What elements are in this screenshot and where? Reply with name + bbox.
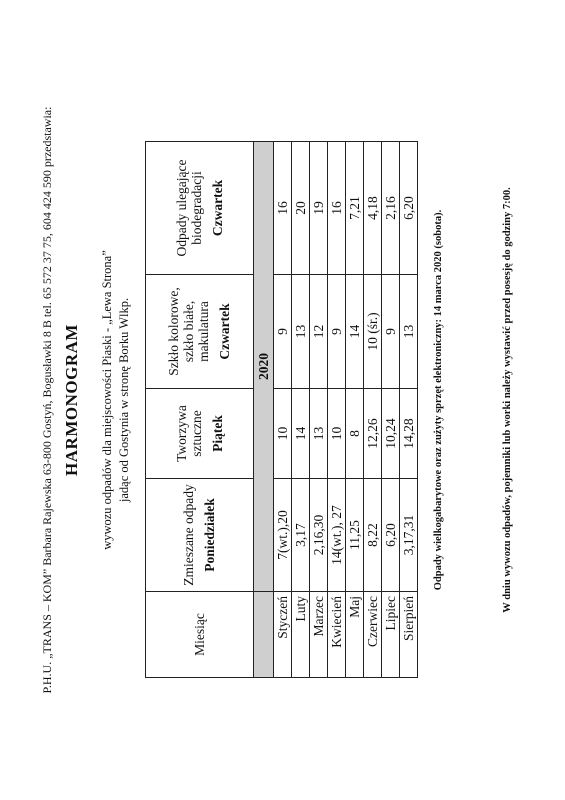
header-month: Miesiąc <box>146 592 254 678</box>
subtitle-line-2: jadąc od Gostynia w stronę Borku Wlkp. <box>117 297 131 503</box>
table-row <box>292 142 310 678</box>
cell-plastic: 14 <box>292 389 310 479</box>
cell-glass: 12 <box>310 275 328 389</box>
header-row <box>146 142 254 678</box>
schedule-table <box>145 141 418 678</box>
cell-month: Czerwiec <box>364 592 382 678</box>
footnote-bulky-waste: Odpady wielkogabarytowe oraz zużyty sprzęt elektroniczny: 14 marca 2020 (sobota). <box>433 209 444 591</box>
cell-plastic: 14,28 <box>400 389 418 479</box>
table-row <box>274 142 292 678</box>
cell-plastic: 12,26 <box>364 389 382 479</box>
cell-plastic: 10 <box>274 389 292 479</box>
cell-bio: 16 <box>274 142 292 275</box>
cell-month: Marzec <box>310 592 328 678</box>
year-row <box>254 142 274 678</box>
header-plastics: Tworzywa sztuczne Piątek <box>146 389 254 479</box>
cell-mixed: 2,16,30 <box>310 479 328 592</box>
cell-plastic: 13 <box>310 389 328 479</box>
cell-month: Luty <box>292 592 310 678</box>
table-row <box>328 142 346 678</box>
cell-glass: 9 <box>382 275 400 389</box>
cell-mixed: 8,22 <box>364 479 382 592</box>
cell-bio: 2,16 <box>382 142 400 275</box>
table-row <box>400 142 418 678</box>
cell-month: Sierpień <box>400 592 418 678</box>
cell-bio: 7,21 <box>346 142 364 275</box>
year-label: 2020 <box>254 142 274 592</box>
cell-mixed: 14(wt.), 27 <box>328 479 346 592</box>
cell-plastic: 10,24 <box>382 389 400 479</box>
cell-bio: 20 <box>292 142 310 275</box>
cell-glass: 13 <box>292 275 310 389</box>
cell-glass: 9 <box>274 275 292 389</box>
cell-mixed: 3,17,31 <box>400 479 418 592</box>
document-title: HARMONOGRAM <box>62 324 81 476</box>
cell-month: Lipiec <box>382 592 400 678</box>
cell-glass: 9 <box>328 275 346 389</box>
cell-glass: 10 (śr.) <box>364 275 382 389</box>
cell-bio: 6,20 <box>400 142 418 275</box>
cell-mixed: 11,25 <box>346 479 364 592</box>
cell-glass: 14 <box>346 275 364 389</box>
cell-mixed: 3,17 <box>292 479 310 592</box>
cell-plastic: 8 <box>346 389 364 479</box>
cell-bio: 4,18 <box>364 142 382 275</box>
cell-mixed: 7(wt.),20 <box>274 479 292 592</box>
cell-mixed: 6,20 <box>382 479 400 592</box>
header-biodegradable: Odpady ulegające biodegradacji Czwartek <box>146 142 254 275</box>
table-row <box>364 142 382 678</box>
cell-month: Kwiecień <box>328 592 346 678</box>
table-row <box>346 142 364 678</box>
header-mixed-waste: Zmieszane odpady Poniedziałek <box>146 479 254 592</box>
schedule-rows <box>274 142 418 678</box>
cell-glass: 13 <box>400 275 418 389</box>
footnote-collection-time: W dniu wywozu odpadów, pojemniki lub worki należy wystawić przed posesję do godziny 7:00. <box>502 187 513 613</box>
table-row <box>382 142 400 678</box>
cell-month: Maj <box>346 592 364 678</box>
cell-plastic: 10 <box>328 389 346 479</box>
subtitle-line: wywozu odpadów dla miejscowości Piaski - „Lewa Strona” <box>100 250 114 550</box>
cell-month: Styczeń <box>274 592 292 678</box>
company-line: P.H.U. „TRANS – KOM” Barbara Rajewska 63-800 Gostyń, Bogusławki 8 B tel. 65 572 37 75, 604 424 590 przedstawia: <box>40 106 54 694</box>
cell-bio: 19 <box>310 142 328 275</box>
table-row <box>310 142 328 678</box>
header-glass-paper: Szkło kolorowe, szkło białe, makulatura Czwartek <box>146 275 254 389</box>
cell-bio: 16 <box>328 142 346 275</box>
